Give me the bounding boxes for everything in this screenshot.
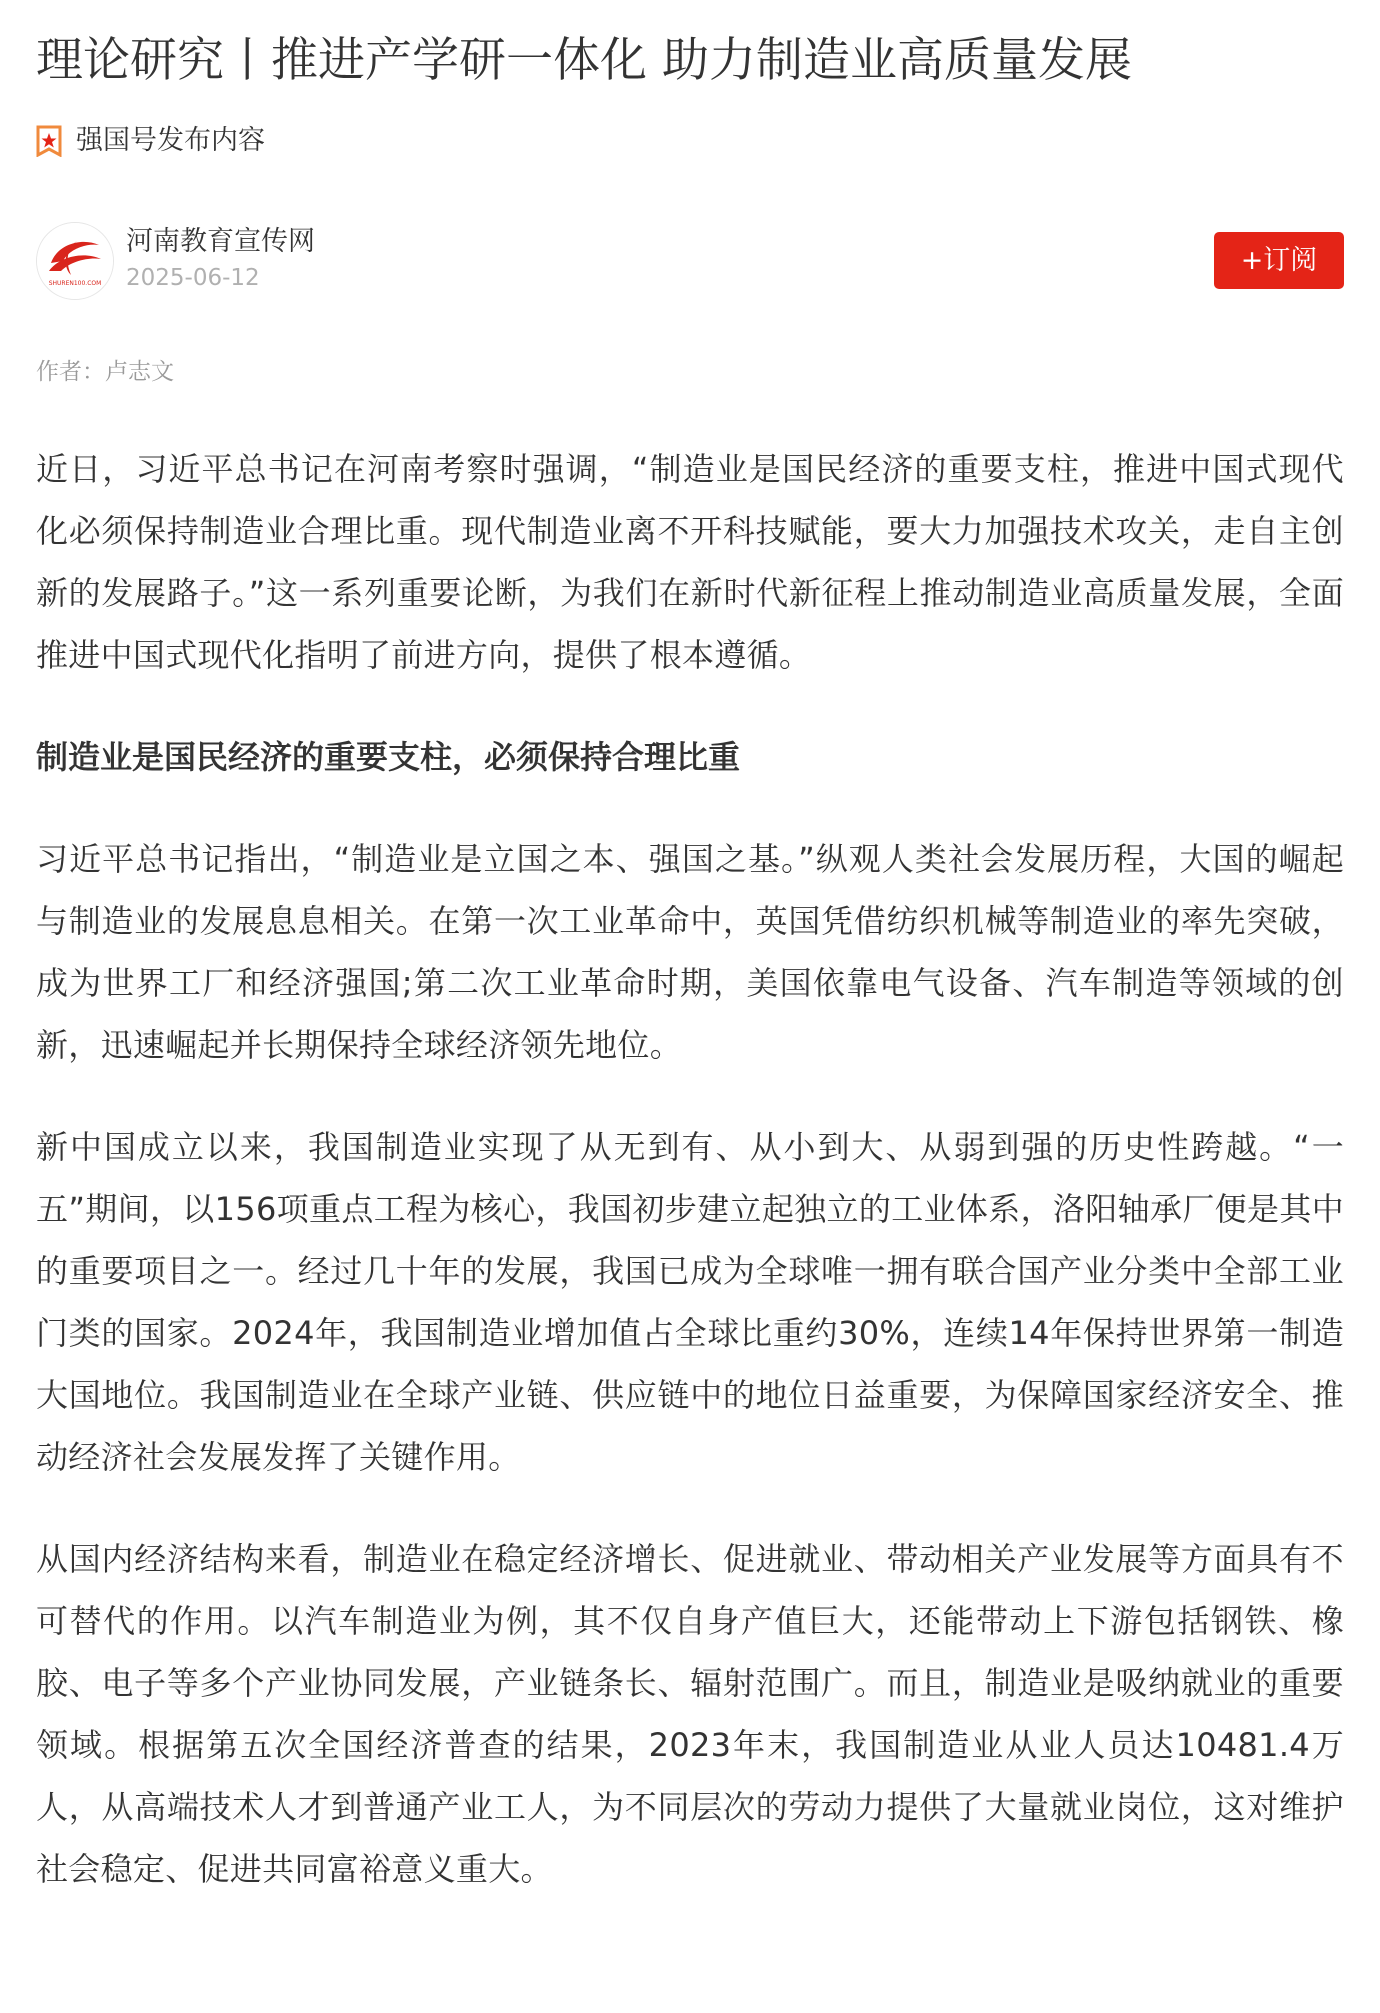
publisher-avatar[interactable] [36,222,114,300]
publisher-logo [37,223,113,299]
article-paragraph: 新中国成立以来，我国制造业实现了从无到有、从小到大、从弱到强的历史性跨越。“一五”期间，以156项重点工程为核心，我国初步建立起独立的工业体系，洛阳轴承厂便是其中的重要项目之一。经过几十年的发展，我国已成为全球唯一拥有联合国产业分类中全部工业门类的国家。2024年，我国制造业增加值占全球比重约30%，连续14年保持世界第一制造大国地位。我国制造业在全球产业链、供应链中的地位日益重要，为保障国家经济安全、推动经济社会发展发挥了关键作用。 [36,1128,1344,1476]
article-body [36,438,1344,1940]
article-byline: 作者：卢志文 [36,359,174,385]
source-row [36,118,265,164]
author-row [36,222,1344,300]
publish-date: 2025-06-12 [126,265,260,291]
section-heading: 制造业是国民经济的重要支柱，必须保持合理比重 [36,738,741,776]
star-badge-icon [36,125,62,157]
publisher-logo-text: SHUREN100.COM [48,280,102,287]
source-label: 强国号发布内容 [76,125,265,156]
article-paragraph: 从国内经济结构来看，制造业在稳定经济增长、促进就业、带动相关产业发展等方面具有不可替代的作用。以汽车制造业为例，其不仅自身产值巨大，还能带动上下游包括钢铁、橡胶、电子等多个产业协同发展，产业链条长、辐射范围广。而且，制造业是吸纳就业的重要领域。根据第五次全国经济普查的结果，2023年末，我国制造业从业人员达10481.4万人，从高端技术人才到普通产业工人，为不同层次的劳动力提供了大量就业岗位，这对维护社会稳定、促进共同富裕意义重大。 [36,1540,1344,1888]
article-paragraph: 习近平总书记指出，“制造业是立国之本、强国之基。”纵观人类社会发展历程，大国的崛起与制造业的发展息息相关。在第一次工业革命中，英国凭借纺织机械等制造业的率先突破，成为世界工厂和经济强国;第二次工业革命时期，美国依靠电气设备、汽车制造等领域的创新，迅速崛起并长期保持全球经济领先地位。 [36,840,1344,1064]
article-paragraph: 近日，习近平总书记在河南考察时强调，“制造业是国民经济的重要支柱，推进中国式现代化必须保持制造业合理比重。现代制造业离不开科技赋能，要大力加强技术攻关，走自主创新的发展路子。”这一系列重要论断，为我们在新时代新征程上推动制造业高质量发展，全面推进中国式现代化指明了前进方向，提供了根本遵循。 [36,450,1344,674]
publisher-name[interactable]: 河南教育宣传网 [126,226,315,257]
subscribe-button[interactable]: +订阅 [1214,232,1344,289]
article-title: 理论研究丨推进产学研一体化 助力制造业高质量发展 [36,33,1132,88]
